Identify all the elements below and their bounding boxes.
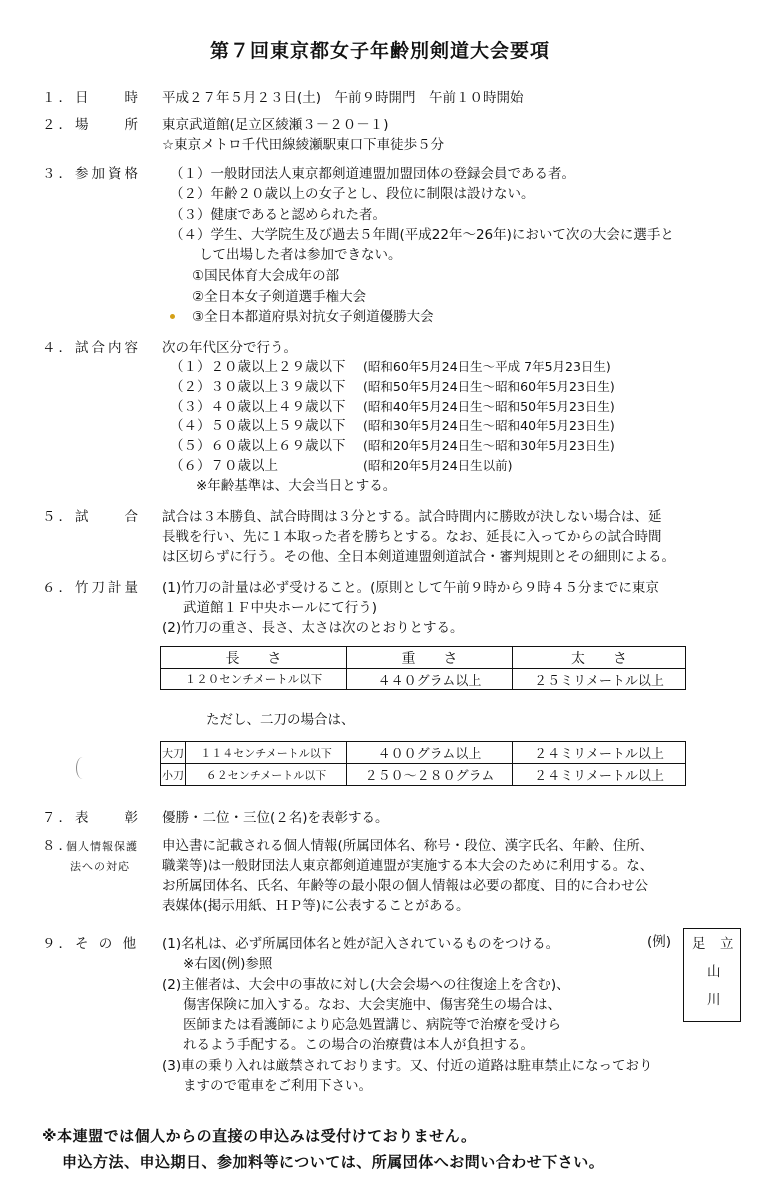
table-cell: ４００グラム以上: [347, 742, 513, 764]
table-cell: ２４ミリメートル以上: [513, 764, 686, 786]
match-rule-line: 長戦を行い、先に１本取った者を勝ちとする。なお、延長に入ってからの試合時間: [162, 529, 662, 545]
age-dates: (昭和20年5月24日生以前): [363, 458, 513, 473]
table-header-thickness: 太 さ: [513, 647, 686, 669]
other-line: (3)車の乗り入れは厳禁されております。又、付近の道路は駐車禁止になっており: [162, 1058, 653, 1074]
other-line: (2)主催者は、大会中の事故に対し(大会会場への往復途上を含む)、: [162, 977, 570, 993]
age-dates: (昭和40年5月24日生～昭和50年5月23日生): [363, 399, 615, 414]
name-tag-char: 川: [707, 992, 721, 1008]
table-header-length: 長 さ: [161, 647, 347, 669]
shinai-spec-table: [160, 646, 686, 690]
section-label-other: ９．そ の 他: [42, 936, 140, 952]
privacy-line: 職業等)は一般財団法人東京都剣道連盟が実施する本大会のために利用する。な、: [162, 858, 654, 874]
scan-mark: [76, 757, 89, 779]
table-cell: ２５０～２８０グラム: [347, 764, 513, 786]
date-text: 平成２７年５月２３日(土) 午前９時開門 午前１０時開始: [162, 90, 524, 106]
age-category: （１）２０歳以上２９歳以下: [170, 359, 346, 375]
eligibility-line: （４）学生、大学院生及び過去５年間(平成22年～26年)において次の大会に選手と: [170, 227, 674, 243]
other-line: 傷害保険に加入する。なお、大会実施中、傷害発生の場合は、: [183, 997, 561, 1013]
venue-access: ☆東京メトロ千代田線綾瀬駅東口下車徒歩５分: [162, 137, 445, 153]
table-cell: ２５ミリメートル以上: [513, 669, 686, 690]
eligibility-line: （２）年齢２０歳以上の女子とし、段位に制限は設けない。: [170, 186, 535, 202]
other-line: 医師または看護師により応急処置講じ、病院等で治療を受けら: [183, 1017, 561, 1033]
footer-notice: ※本連盟では個人からの直接の申込みは受付けておりません。: [42, 1127, 477, 1145]
other-line: ますので電車をご利用下さい。: [183, 1078, 372, 1094]
example-label: (例): [647, 934, 672, 950]
age-category: （６）７０歳以上: [170, 458, 278, 474]
privacy-line: 表媒体(掲示用紙、ＨＰ等)に公表することがある。: [162, 898, 470, 914]
section-label-privacy: 個人情報保護: [66, 840, 138, 853]
venue-text: 東京武道館(足立区綾瀬３－２０－１): [162, 117, 389, 133]
footer-notice: 申込方法、申込期日、参加料等については、所属団体へお問い合わせ下さい。: [62, 1153, 605, 1171]
shinai-line: (1)竹刀の計量は必ず受けること。(原則として午前９時から９時４５分までに東京: [162, 580, 659, 596]
award-text: 優勝・二位・三位(２名)を表彰する。: [162, 810, 389, 826]
nitou-spec-table: [160, 741, 686, 786]
table-cell: １２０センチメートル以下: [161, 669, 347, 690]
age-dates: (昭和30年5月24日生～昭和40年5月23日生): [363, 418, 615, 433]
privacy-line: 申込書に記載される個人情報(所属団体名、称号・段位、漢字氏名、年齢、住所、: [162, 838, 654, 854]
shinai-line: (2)竹刀の重さ、長さ、太さは次のとおりとする。: [162, 620, 464, 636]
age-category: （２）３０歳以上３９歳以下: [170, 379, 346, 395]
ink-speck: [170, 314, 175, 319]
table-cell: ６２センチメートル以下: [186, 764, 347, 786]
name-tag-char: 山: [707, 964, 721, 980]
eligibility-line: （１）一般財団法人東京都剣道連盟加盟団体の登録会員である者。: [170, 166, 575, 182]
shinai-line: 武道館１Ｆ中央ホールにて行う): [183, 600, 377, 616]
other-line: (1)名札は、必ず所属団体名と姓が記入されているものをつける。: [162, 936, 560, 952]
match-rule-line: は区切らずに行う。その他、全日本剣道連盟剣道試合・審判規則とその細則による。: [162, 549, 675, 565]
eligibility-line: して出場した者は参加できない。: [199, 247, 402, 263]
page-title: 第７回東京都女子年齢別剣道大会要項: [209, 40, 550, 62]
section-label-date: １．日 時: [42, 90, 141, 106]
age-dates: (昭和60年5月24日生～平成 7年5月23日生): [363, 359, 611, 374]
table-cell: ２４ミリメートル以上: [513, 742, 686, 764]
contents-intro: 次の年代区分で行う。: [162, 340, 297, 356]
age-category: （５）６０歳以上６９歳以下: [170, 438, 346, 454]
section-label-shinai: ６．竹刀計量: [42, 580, 141, 596]
eligibility-tournament: ③全日本都道府県対抗女子剣道優勝大会: [192, 309, 434, 325]
table-header-weight: 重 さ: [347, 647, 513, 669]
section-number-privacy: ８．: [42, 838, 75, 854]
section-label-privacy: 法への対応: [70, 860, 130, 873]
table-cell: 大刀: [161, 742, 186, 764]
eligibility-tournament: ②全日本女子剣道選手権大会: [192, 289, 367, 305]
table-cell: 小刀: [161, 764, 186, 786]
name-tag-char: 足: [692, 936, 706, 952]
age-note: ※年齢基準は、大会当日とする。: [196, 478, 397, 494]
section-label-eligibility: ３．参加資格: [42, 166, 141, 182]
age-category: （３）４０歳以上４９歳以下: [170, 399, 346, 415]
age-dates: (昭和50年5月24日生～昭和60年5月23日生): [363, 379, 615, 394]
age-dates: (昭和20年5月24日生～昭和30年5月23日生): [363, 438, 615, 453]
eligibility-line: （３）健康であると認められた者。: [170, 207, 386, 223]
other-line: ※右図(例)参照: [183, 956, 273, 972]
name-tag-char: 立: [720, 936, 734, 952]
age-category: （４）５０歳以上５９歳以下: [170, 418, 346, 434]
section-label-match: ５．試 合: [42, 509, 141, 525]
section-label-award: ７．表 彰: [42, 810, 141, 826]
nitou-note: ただし、二刀の場合は、: [206, 712, 355, 728]
privacy-line: お所属団体名、氏名、年齢等の最小限の個人情報は必要の都度、目的に合わせ公: [162, 878, 648, 894]
eligibility-tournament: ①国民体育大会成年の部: [192, 268, 340, 284]
section-label-venue: ２．場 所: [42, 117, 141, 133]
table-cell: ４４０グラム以上: [347, 669, 513, 690]
match-rule-line: 試合は３本勝負、試合時間は３分とする。試合時間内に勝敗が決しない場合は、延: [162, 509, 662, 525]
section-label-contents: ４．試合内容: [42, 340, 141, 356]
table-cell: １１４センチメートル以下: [186, 742, 347, 764]
other-line: れるよう手配する。この場合の治療費は本人が負担する。: [183, 1037, 534, 1053]
